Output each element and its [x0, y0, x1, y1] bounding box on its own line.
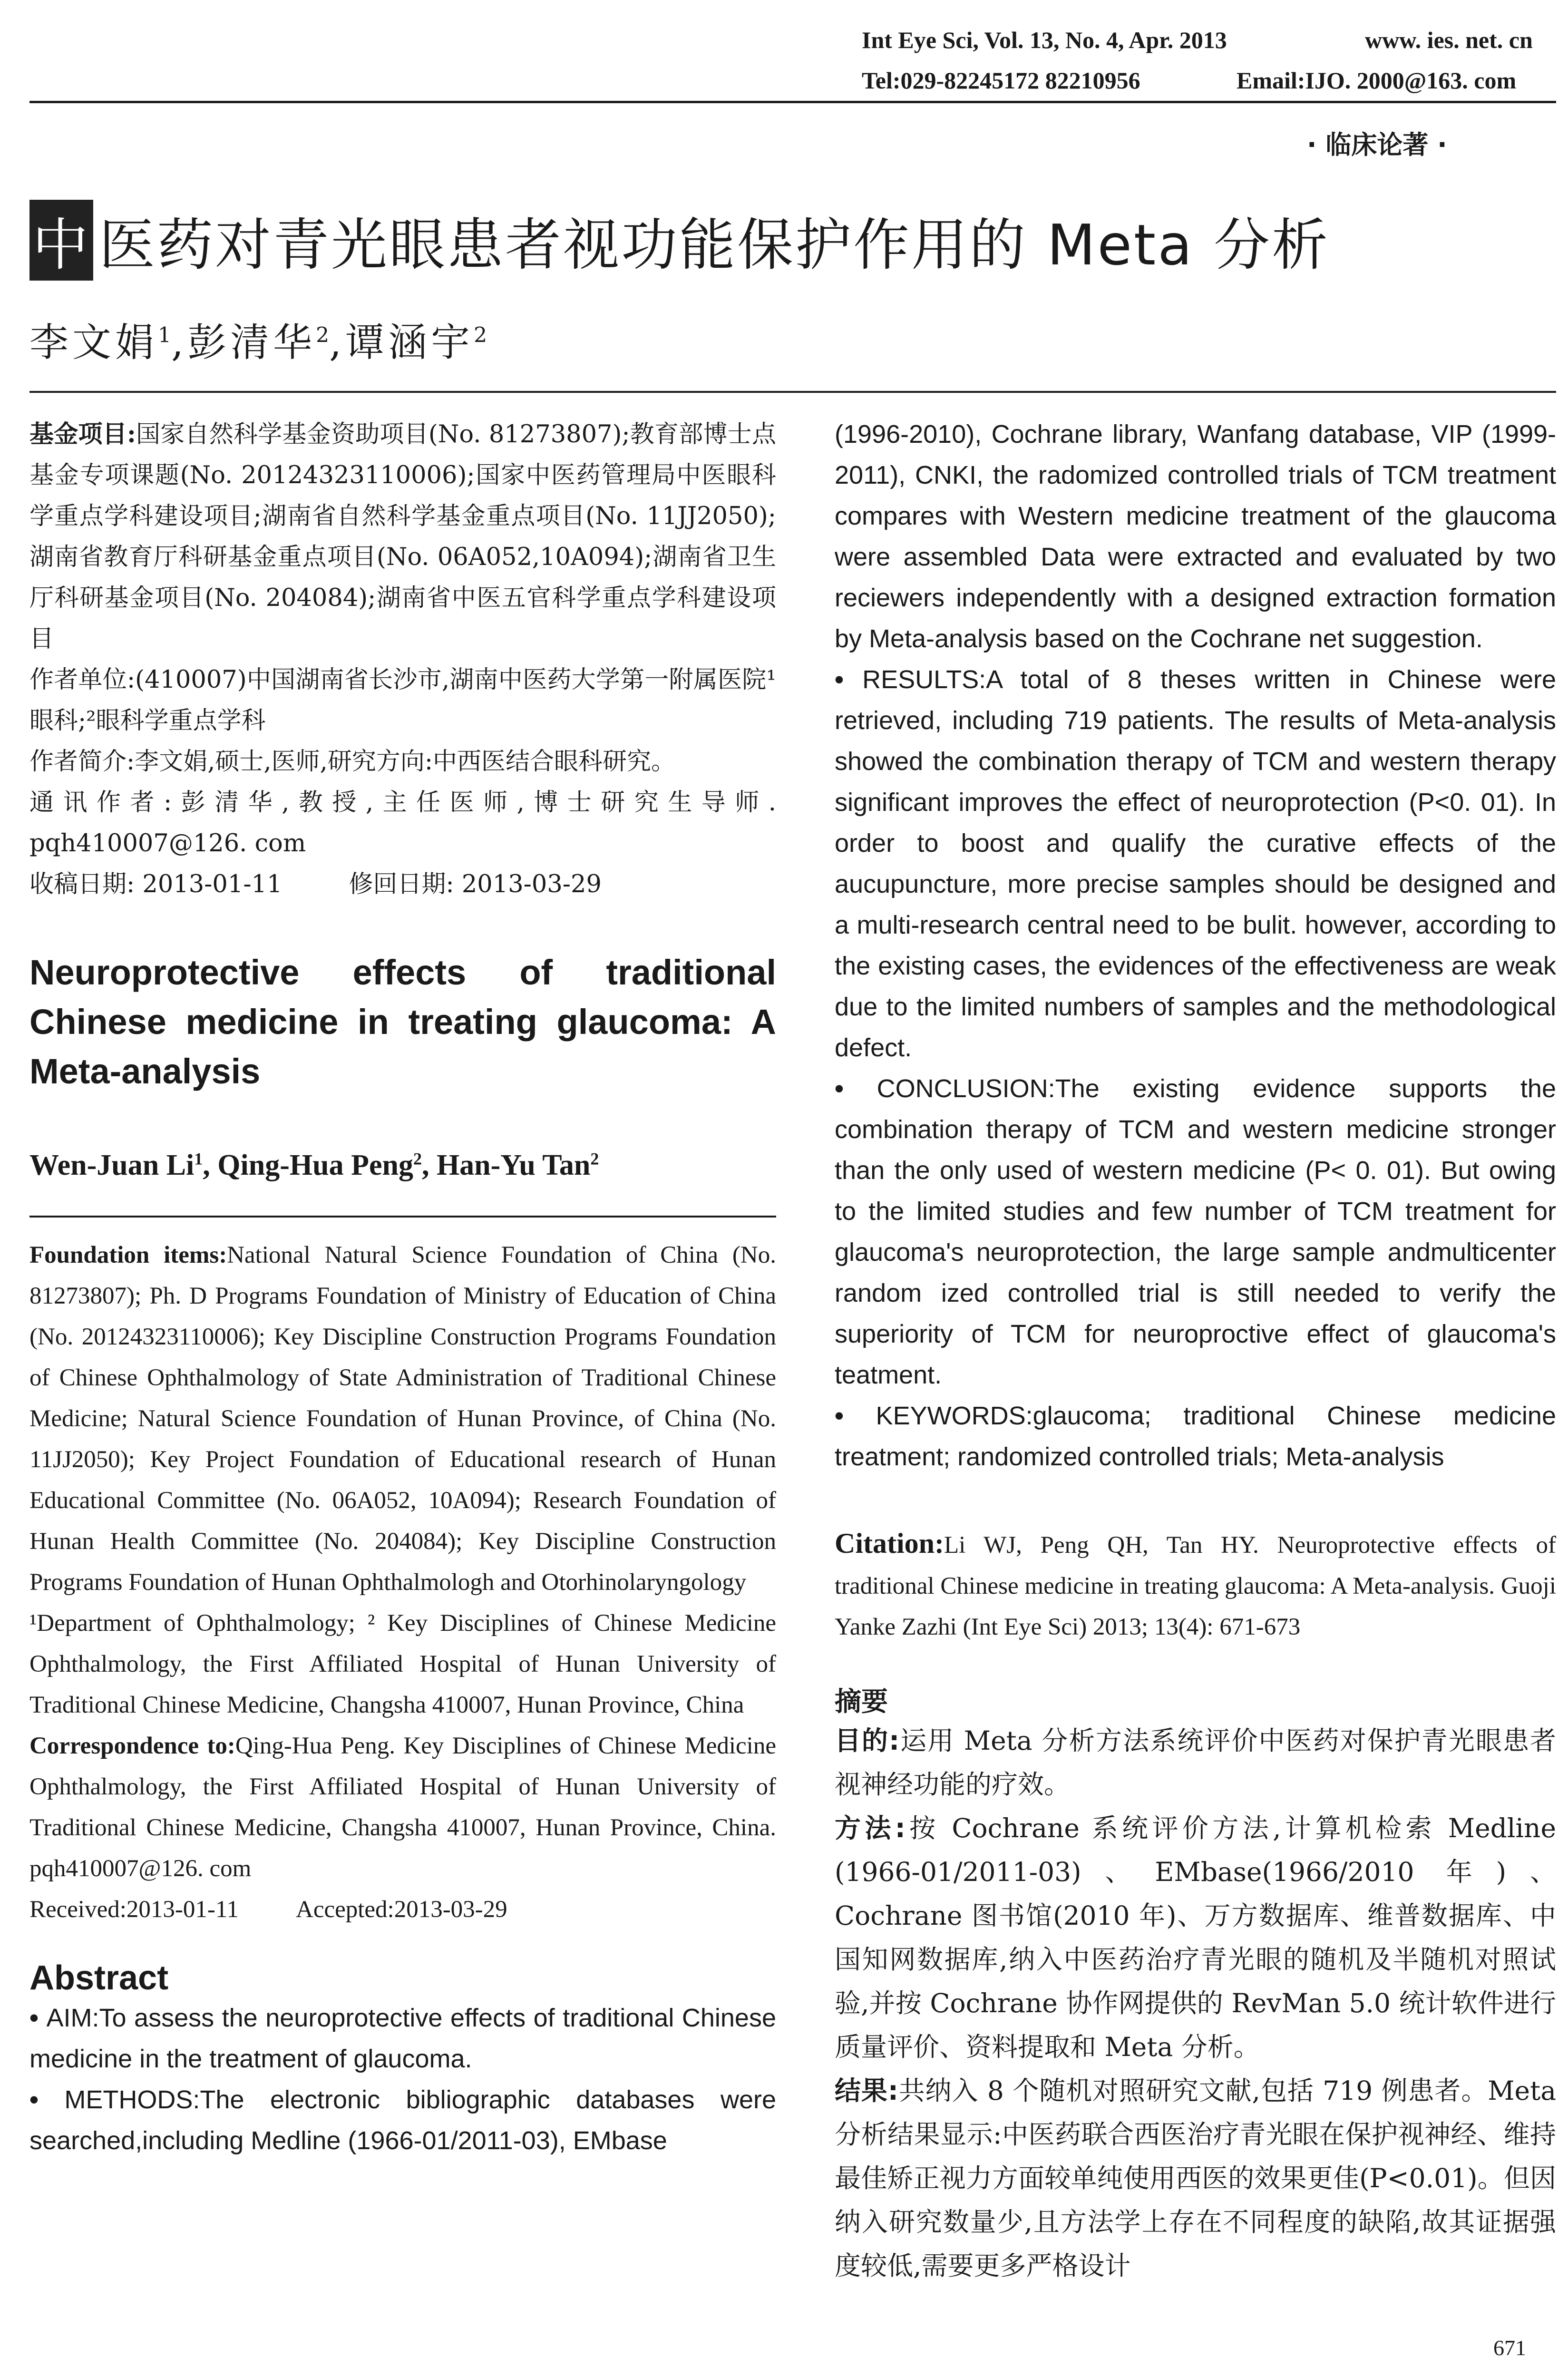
bullet-icon: •: [29, 2085, 65, 2114]
author-en-1: Wen-Juan Li: [29, 1149, 195, 1181]
foundation-en-label: Foundation items:: [29, 1242, 227, 1268]
dates-cn: [29, 864, 776, 905]
zh-results-text: 共纳入 8 个随机对照研究文献,包括 719 例患者。Meta 分析结果显示:中医药联合西医治疗青光眼在保护视神经、维持最佳矫正视力方面较单纯使用西医的效果更佳(P<0.01)。但因纳入研究数量少,且方法学上存在不同程度的缺陷,故其证据强度较低,需要更多严格设计: [835, 2075, 1556, 2281]
author-bio-text: 李文娟,硕士,医师,研究方向:中西医结合眼科研究。: [135, 748, 676, 776]
corresponding-cn-block: [29, 782, 776, 864]
received-date-cn: 收稿日期: 2013-01-11: [29, 870, 282, 898]
section-tag: · 临床论著 ·: [1307, 130, 1447, 160]
author-en-3: , Han-Yu Tan: [421, 1149, 591, 1181]
zh-methods-text: 按 Cochrane 系统评价方法,计算机检索 Medline (1966-01/2011-03)、EMbase(1966/2010 年)、Cochrane 图书馆(2010 年)、万方数据库、维普数据库、中国知网数据库,纳入中医药治疗青光眼的随机及半随机对照试验,并按 Cochrane 协作网提供的 RevMan 5.0 统计软件进行质量评价、资料提取和 Meta 分析。: [835, 1813, 1556, 2062]
zh-abstract-heading: 摘要: [835, 1686, 888, 1717]
title-rule: [29, 391, 1556, 393]
bullet-icon: •: [29, 2004, 47, 2032]
author-cn-3-affil: 2: [474, 323, 487, 348]
abstract-methods-label: METHODS:: [64, 2085, 200, 2114]
journal-issue-line: Int Eye Sci, Vol. 13, No. 4, Apr. 2013: [862, 27, 1227, 53]
revised-date-cn: 修回日期: 2013-03-29: [349, 870, 602, 898]
affiliation-en: ¹Department of Ophthalmology; ² Key Disciplines of Chinese Medicine Ophthalmology, the First Affiliated Hospital of Hunan University of Traditional Chinese Medicine, Changsha 410007, Hunan Province, China: [29, 1610, 776, 1718]
abstract-conclusion: [835, 1068, 1556, 1395]
authors-en: [29, 1149, 776, 1182]
author-en-1-affil: 1: [194, 1149, 203, 1169]
author-cn-1: 李文娟: [29, 320, 158, 365]
bullet-icon: •: [835, 665, 863, 694]
title-cn-rest: 医药对青光眼患者视功能保护作用的 Meta 分析: [99, 212, 1330, 278]
author-unit-block: [29, 660, 776, 741]
funding-text: 国家自然科学基金资助项目(No. 81273807);教育部博士点基金专项课题(No. 20124323110006);国家中医药管理局中医眼科学重点学科建设项目;湖南省自然科学基金重点项目(No. 11JJ2050);湖南省教育厅科研基金重点项目(No. 06A052,10A094);湖南省卫生厅科研基金项目(No. 204084);湖南省中医五官科学重点学科建设项目: [29, 420, 777, 653]
zh-abstract-aim: [835, 1719, 1556, 1806]
citation-block: [835, 1523, 1556, 1647]
abstract-methods-part2: (1996-2010), Cochrane library, Wanfang database, VIP (1999-2011), CNKI, the radomized controlled trials of TCM treatment compares with Western medicine treatment of the glaucoma were assembled Data were extracted and evaluated by two reciewers independently with a designed extraction formation by Meta-analysis based on the Cochrane net suggestion.: [835, 420, 1556, 653]
funding-label: 基金项目:: [29, 420, 136, 448]
header-rule: [29, 101, 1556, 103]
zh-aim-text: 运用 Meta 分析方法系统评价中医药对保护青光眼患者视神经功能的疗效。: [835, 1725, 1556, 1800]
dates-en: [29, 1889, 776, 1930]
abstract-keywords-label: KEYWORDS:: [876, 1402, 1033, 1430]
funding-block: [29, 414, 776, 660]
correspondence-en-label: Correspondence to:: [29, 1733, 235, 1759]
zh-aim-label: 目的:: [835, 1725, 900, 1756]
abstract-aim-text: To assess the neuroprotective effects of traditional Chinese medicine in the treatment of glaucoma.: [29, 2004, 776, 2073]
correspondence-en-block: [29, 1725, 776, 1889]
corresponding-cn-text: 彭清华,教授,主任医师,博士研究生导师. pqh410007@126. com: [29, 789, 776, 857]
abstract-conclusion-label: CONCLUSION:: [877, 1074, 1055, 1103]
foundation-en-text: National Natural Science Foundation of China (No. 81273807); Ph. D Programs Foundation of Ministry of Education of China (No. 20124323110006); Key Discipline Construction Programs Foundation of Chinese Ophthalmology of State Administration of Traditional Chinese Medicine; Natural Science Foundation of Hunan Province, of China (No. 11JJ2050); Key Project Foundation of Educational research of Hunan Educational Committee (No. 06A052, 10A094); Research Foundation of Hunan Health Committee (No. 204084); Key Discipline Construction Programs Foundation of Hunan Ophthalmologh and Otorhinolaryngology: [29, 1242, 776, 1596]
author-bio-label: 作者简介:: [29, 748, 135, 776]
right-column: [835, 414, 1556, 2288]
accepted-date-en: Accepted:2013-03-29: [295, 1896, 507, 1923]
abstract-methods-part1: [29, 2079, 776, 2161]
title-cn: [29, 200, 1330, 281]
abstract-results-text: A total of 8 theses written in Chinese were retrieved, including 719 patients. The results of Meta-analysis showed the combination therapy of TCM and western therapy significant improves the effect of neuroprotection (P<0. 01). In order to boost and qualify the curative effects of the aucupuncture, more precise samples should be designed and a multi-research central need to be bulit. however, according to the existing cases, the evidences of the effectiveness are weak due to the limited numbers of samples and the methodological defect.: [835, 665, 1556, 1062]
author-cn-3: ,谭涵宇: [329, 320, 474, 365]
abstract-keywords: [835, 1395, 1556, 1477]
author-en-2-affil: 2: [413, 1149, 422, 1169]
abstract-methods-text-left: The electronic bibliographic databases were searched,including Medline (1966-01/2011-03), EMbase: [29, 2085, 776, 2155]
abstract-heading: Abstract: [29, 1959, 169, 1997]
title-initial-char: 中: [29, 200, 93, 281]
journal-tel: Tel:029-82245172 82210956: [862, 67, 1140, 94]
author-en-3-affil: 2: [590, 1149, 599, 1169]
author-en-2: , Qing-Hua Peng: [203, 1149, 413, 1181]
bullet-icon: •: [835, 1074, 877, 1103]
abstract-results: [835, 659, 1556, 1068]
foundation-en-block: [29, 1235, 776, 1603]
citation-text: Li WJ, Peng QH, Tan HY. Neuroprotective effects of traditional Chinese medicine in treating glaucoma: A Meta-analysis. Guoji Yanke Zazhi (Int Eye Sci) 2013; 13(4): 671-673: [835, 1532, 1556, 1640]
correspondence-en-text: Qing-Hua Peng. Key Disciplines of Chinese Medicine Ophthalmology, the First Affiliated Hospital of Hunan University of Traditional Chinese Medicine, Changsha 410007, Hunan Province, China. pqh410007@126. com: [29, 1733, 776, 1882]
zh-methods-label: 方法:: [835, 1813, 906, 1843]
authors-rule: [29, 1182, 776, 1218]
zh-abstract-methods: [835, 1806, 1556, 2069]
bullet-icon: •: [835, 1402, 876, 1430]
author-unit-text: (410007)中国湖南省长沙市,湖南中医药大学第一附属医院¹眼科;²眼科学重点学科: [29, 666, 776, 735]
title-en: Neuroprotective effects of traditional Chinese medicine in treating glaucoma: A Meta-analysis: [29, 953, 776, 1091]
author-bio-block: [29, 741, 776, 782]
citation-label: Citation:: [835, 1528, 944, 1559]
abstract-aim: [29, 1997, 776, 2079]
author-unit-label: 作者单位:: [29, 666, 136, 694]
journal-website: www. ies. net. cn: [1365, 27, 1533, 53]
received-date-en: Received:2013-01-11: [29, 1896, 239, 1923]
left-column: [29, 414, 776, 2161]
author-cn-2: ,彭清华: [171, 320, 316, 365]
page-number: 671: [1493, 2336, 1526, 2360]
abstract-results-label: RESULTS:: [862, 665, 986, 694]
journal-email: Email:IJO. 2000@163. com: [1237, 67, 1517, 94]
author-cn-1-affil: 1: [158, 323, 172, 348]
authors-cn: [29, 312, 487, 367]
author-cn-2-affil: 2: [316, 323, 330, 348]
corresponding-cn-label: 通讯作者:: [29, 789, 172, 817]
zh-abstract-results: [835, 2069, 1556, 2288]
abstract-keywords-text: glaucoma; traditional Chinese medicine treatment; randomized controlled trials; Meta-analysis: [835, 1402, 1556, 1471]
abstract-aim-label: AIM:: [46, 2004, 99, 2032]
abstract-conclusion-text: The existing evidence supports the combination therapy of TCM and western medicine stronger than the only used of western medicine (P< 0. 01). But owing to the limited studies and few number of TCM treatment for glaucoma's neuroprotection, the large sample andmulticenter random ized controlled trial is still needed to verify the superiority of TCM for neuroproctive effect of glaucoma's teatment.: [835, 1074, 1556, 1389]
zh-results-label: 结果:: [835, 2075, 898, 2106]
